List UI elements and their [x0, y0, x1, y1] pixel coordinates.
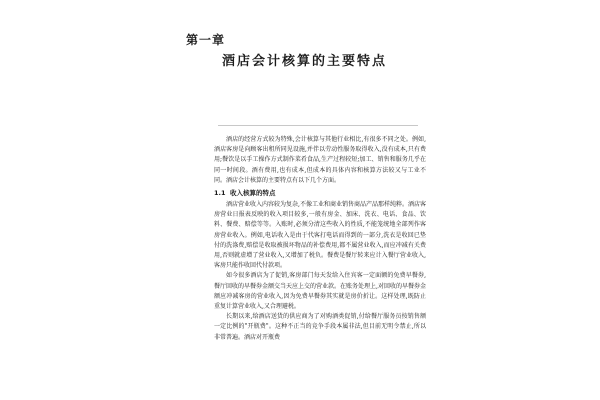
section-heading: [214, 186, 426, 200]
paragraph: 酒店营业收入内容较为复杂,不像工业和商业销售商品产品那样纯粹。酒店客房营业日报表反映的收入项目较多,一般有房金、加床、洗衣、电话、食品、饮料、餐费、赔偿等等。入账时,必须分清这些收入的性质,不能笼统地全部列作客房营业收入。例如,电话收入是由于代客打电话而得到的一部分,洗衣是收回已垫付的洗涤费,赔偿是收取被损坏物品的补偿费用,都不属营业收入,而应冲减有关费用,否则就虚增了营业收入,又增加了税负。餐费是餐厅转来应计入餐厅营业收入,客房只能作收回代付款项。: [214, 201, 426, 270]
chapter-label: 第一章: [186, 33, 226, 47]
section-title: 收入核算的特点: [230, 189, 276, 198]
paragraph: 如今很多酒店为了促销,客房部门每天发给入住宾客一定面额的免费早餐券,餐厅回收的早餐券金额交当天应上交的营业款。在账务处理上,对回收的早餐券金额应冲减客房的营业收入,因为免费早餐券其实就是房价折让。这样处理,既防止重复计算营业收入,又合理避税。: [214, 272, 426, 311]
paragraph: 长期以来,给酒店送货的供应商为了对购酒类促销,付给餐厅服务员按销售额一定比例的"开瓶费"。这种不正当的竞争手段本属非法,但目前无明令禁止,所以非常普遍。酒店对开瓶费: [214, 313, 426, 341]
chapter-title: 酒店会计核算的主要特点: [222, 54, 388, 69]
section-divider: [218, 125, 418, 126]
body-text: [214, 135, 426, 400]
intro-paragraph: 酒店的经营方式较为特殊,会计核算与其他行业相比,有很多不同之处。例如,酒店客房是向顾客出租所同见设施,并伴以劳动性服务取得收入,没有成本,只有费用;餐饮是以手工操作方式制作菜肴食品,生产过程较短;加工、销售和服务几乎在同一时间段。酒有费用,也有成本,但成本的具体内容和核算方法较又与工业不同。酒店会计核算的主要特点有以下几个方面。: [214, 136, 426, 184]
section-number: 1.1: [214, 189, 226, 198]
